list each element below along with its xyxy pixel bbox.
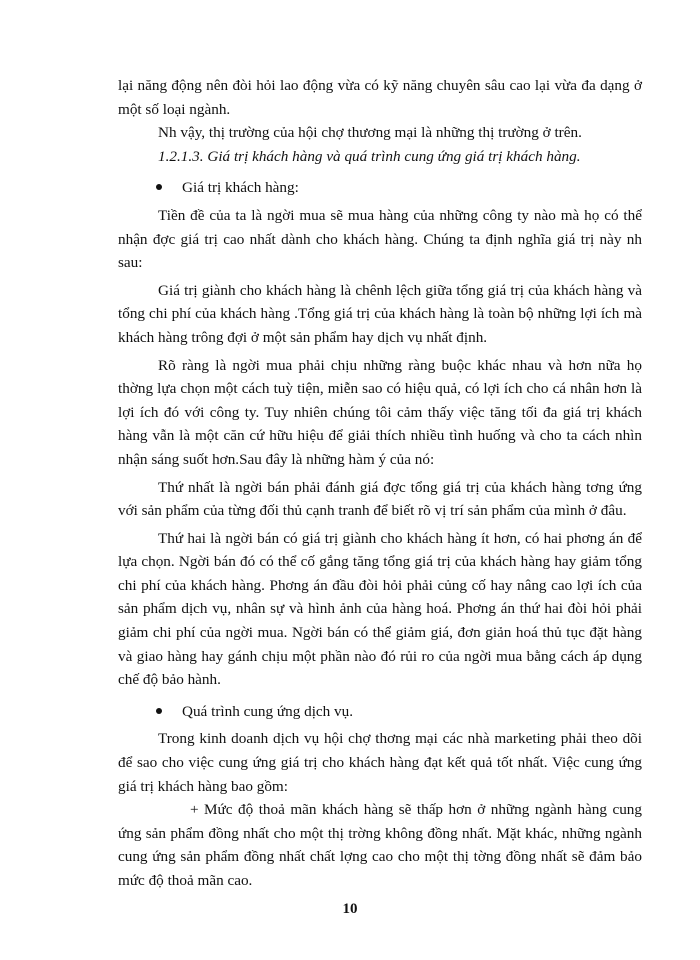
paragraph-implications: Rõ ràng là ngời mua phải chịu những ràng buộc khác nhau và hơn nữa họ thờng lựa chọn một cách tuỳ tiện, miễn sao có hiệu quả, có lợi ích cho cá nhân hơn là lợi ích đó với công ty. Tuy nhiên chúng tôi cảm thấy việc tăng tối đa giá trị khách hàng vẫn là một căn cứ hữu hiệu để giải thích nhiều tình huống và cho ta cách nhìn nhận sáng suốt hơn.Sau đây là những hàm ý của nó: <box>118 356 642 468</box>
document-body <box>118 74 642 893</box>
paragraph-premise: Tiền đề của ta là ngời mua sẽ mua hàng của những công ty nào mà họ có thể nhận đợc giá trị cao nhất dành cho khách hàng. Chúng ta định nghĩa giá trị này nh sau: <box>118 206 642 272</box>
section-heading: 1.2.1.3. Giá trị khách hàng và quá trình cung ứng giá trị khách hàng. <box>158 147 581 165</box>
paragraph-service-business: Trong kinh doanh dịch vụ hội chợ thơng mại các nhà marketing phải theo dõi để sao cho việc cung ứng giá trị cho khách hàng đạt kết quả tốt nhất. Việc cung ứng giá trị khách hàng bao gồm: <box>118 730 642 795</box>
bullet-service-delivery <box>118 700 642 724</box>
paragraph-continuation: lại năng động nên đòi hỏi lao động vừa có kỹ năng chuyên sâu cao lại vừa đa dạng ở một số loại ngành. <box>118 77 642 118</box>
paragraph-definition: Giá trị giành cho khách hàng là chênh lệch giữa tổng giá trị của khách hàng và tổng chi phí của khách hàng .Tổng giá trị của khách hàng là toàn bộ những lợi ích mà khách hàng trông đợi ở một sản phẩm hay dịch vụ nhất định. <box>118 281 642 346</box>
bullet-icon <box>156 184 162 190</box>
paragraph-market-summary: Nh vậy, thị trường của hội chợ thương mại là những thị trường ở trên. <box>158 124 582 142</box>
paragraph-satisfaction-level: + Mức độ thoả mãn khách hàng sẽ thấp hơn ở những ngành hàng cung ứng sản phẩm đồng nhất cho một thị trờng không đồng nhất. Mặt khác, những ngành cung ứng sản phẩm đồng nhất chất lợng cao cho một thị tờng đồng nhất sẽ đảm bảo mức độ thoả mãn cao. <box>118 801 642 889</box>
bullet-icon <box>156 708 162 714</box>
bullet-customer-value <box>118 176 642 200</box>
paragraph-first-implication: Thứ nhất là ngời bán phải đánh giá đợc tổng giá trị của khách hàng tơng ứng với sản phẩm của từng đối thủ cạnh tranh để biết rõ vị trí sản phẩm của mình ở đâu. <box>118 478 642 520</box>
paragraph-second-implication: Thứ hai là ngời bán có giá trị giành cho khách hàng ít hơn, có hai phơng án để lựa chọn. Ngời bán đó có thể cố gắng tăng tổng giá trị của khách hàng hay giảm tổng chi phí của khách hàng. Phơng án đầu đòi hỏi phải củng cố hay nâng cao lợi ích của sản phẩm dịch vụ, nhân sự và hình ảnh của hàng hoá. Phơng án thứ hai đòi hỏi phải giảm chi phí của ngời mua. Ngời bán có thể giảm giá, đơn giản hoá thủ tục đặt hàng và giao hàng hay gánh chịu một phần nào đó rủi ro của ngời mua bằng cách áp dụng chế độ bảo hành. <box>118 529 642 689</box>
bullet-label: Quá trình cung ứng dịch vụ. <box>182 702 354 720</box>
page-number: 10 <box>342 901 358 917</box>
bullet-label: Giá trị khách hàng: <box>182 179 299 197</box>
